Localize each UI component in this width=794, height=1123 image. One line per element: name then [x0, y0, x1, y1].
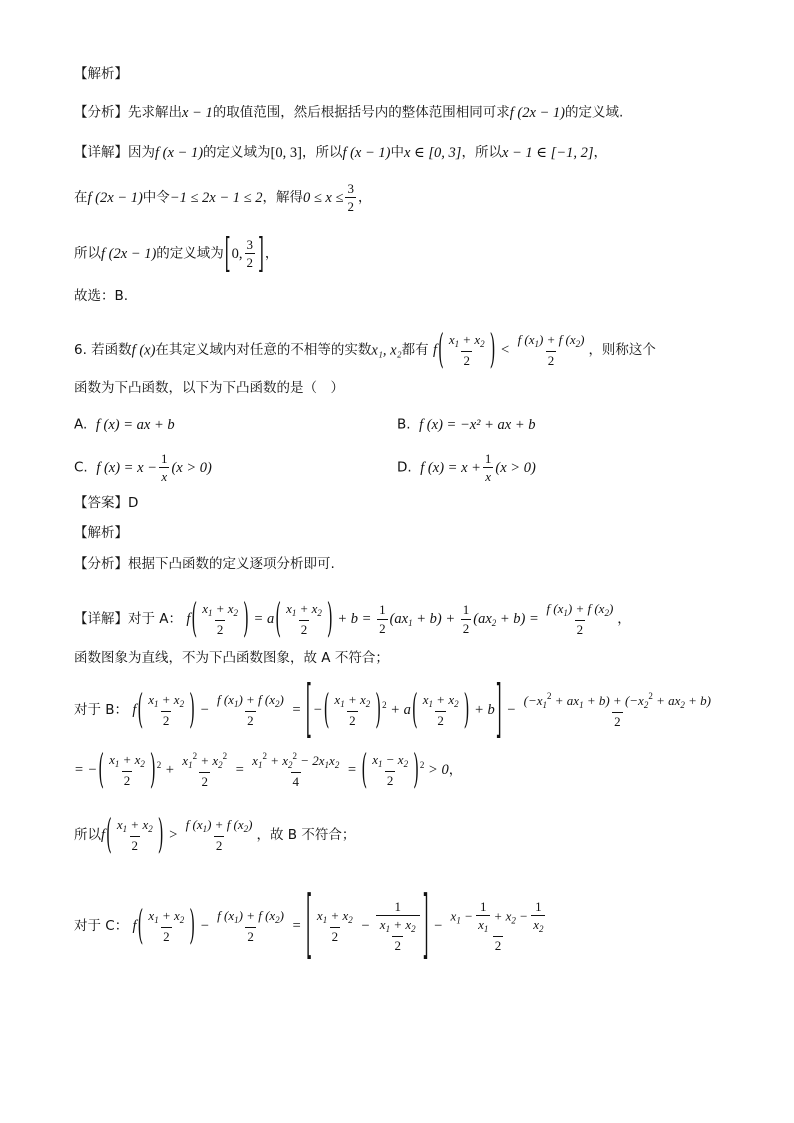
text-segment: 所以 [74, 826, 101, 843]
option-label: A. [74, 416, 88, 433]
math-expr: x − 1 ∈ [−1, 2] [501, 145, 594, 161]
math-expr: f (x − 1) [342, 145, 391, 161]
math-expr: f (x − 1) [155, 145, 204, 161]
text-segment: 中 [390, 144, 404, 161]
text-segment: 对于 B： [74, 701, 129, 718]
option-b [397, 418, 536, 433]
answer-choice-line: 故选：B. [74, 288, 129, 304]
option-label: B. [397, 416, 411, 433]
math-expr: f (2x − 1) [101, 246, 157, 263]
section-header-jiexi-2: 【解析】 [74, 525, 128, 541]
analysis-line [74, 106, 623, 121]
math-expr: x − 1 [182, 105, 213, 121]
math-expr: f( $\frac{x_1 + x_2}{2}$ ) − $\frac{f (x_1) + f (x_2)}{2}$ = [−( $\frac{x_1 + x_2}{2}$ )$^2$ + a( $\frac{x_1 + x_2}{2}$ ) + b] − $\frac{(-x_1^2 + ax_1 + b) + (-x_2^2 + ax_2 + b)}{2}$ [132, 670, 711, 747]
math-expr: (x > 0) [171, 460, 212, 477]
math-expr: 0 ≤ x ≤ [302, 190, 344, 207]
detail-b-line-1 [74, 670, 715, 747]
analysis-line-2: 【分析】根据下凸函数的定义逐项分析即可. [74, 556, 335, 572]
math-expr: x ∈ [0, 3] [403, 145, 462, 161]
text-segment: 【详解】因为 [74, 144, 155, 161]
question-number: 6. 若函数 [74, 341, 132, 358]
option-c: C. f (x) = x − $\frac{1}{x}$ (x > 0) [74, 451, 212, 485]
text-segment: ，故 B 不符合； [256, 826, 356, 843]
fraction: $\frac{3}{2}$ [246, 237, 254, 271]
math-expr: f (x) [131, 342, 156, 359]
math-expr: f (x) = −x² + ax + b [419, 417, 536, 433]
math-expr: x₁, x₂ [371, 342, 402, 359]
text-segment: ，所以 [461, 144, 502, 161]
text-segment: 的定义域为 [203, 144, 271, 161]
text-segment: 对于 C： [74, 918, 129, 934]
option-label: D. [397, 459, 412, 476]
text-segment: 都有 [401, 341, 429, 358]
text-segment: ，所以 [301, 144, 343, 161]
text-segment: 【分析】先求解出 [74, 104, 182, 121]
text-segment: ，解得 [262, 189, 303, 206]
text-segment: 【详解】对于 A： [74, 610, 183, 627]
math-expr: f( $\frac{x_1 + x_2}{2}$ ) > $\frac{f (x_1) + f (x_2)}{2}$ [101, 809, 253, 859]
text-segment: 所以 [74, 245, 101, 262]
math-expr: f (2x − 1) [87, 190, 143, 207]
detail-line-2 [74, 182, 371, 215]
text-segment: ， [593, 144, 607, 161]
detail-a: 【详解】对于 A： f( $\frac{x_1 + x_2}{2}$ ) = a( $\frac{x_1 + x_2}{2}$ ) + b = $\frac{1}{2}$ $(ax_1 + b)$ + $\frac{1}{2}$ $(ax_2 + b)$ = $\frac{f (x_1) + f (x_2)}{2}$ ， [74, 593, 631, 643]
math-expr: = −( $\frac{x_1 + x_2}{2}$ )$^2$ + $\frac{x_1^2 + x_2^2}{2}$ = $\frac{x_1^2 + x_2^2 - 2x_1x_2}{4}$ = ( $\frac{x_1 - x_2}{2}$ )$^2$ > 0 [74, 744, 449, 794]
math-expr: −1 ≤ 2x − 1 ≤ 2 [169, 190, 263, 207]
section-header-jiexi: 【解析】 [74, 66, 128, 82]
text-segment: ， [357, 189, 372, 206]
text-segment: 在其定义域内对任意的不相等的实数 [155, 341, 372, 358]
question-6-line-1 [74, 324, 656, 374]
answer-line: 【答案】D [74, 495, 139, 511]
text-segment: 的定义域. [565, 104, 624, 121]
text-segment: 中令 [142, 189, 170, 206]
detail-b-line-3 [74, 809, 356, 859]
math-expr: (x > 0) [495, 460, 536, 477]
detail-line-1 [74, 146, 607, 161]
math-expr: [0, 3] [270, 145, 302, 161]
text-segment: 的取值范围，然后根据括号内的整体范围相同可求 [212, 104, 510, 121]
detail-c [74, 879, 549, 970]
question-6-line-2: 函数为下凸函数，以下为下凸函数的是（ ） [74, 380, 344, 396]
text-segment: ，则称这个 [588, 341, 656, 358]
math-expr: f (x) = x − [96, 460, 157, 477]
option-d: D. f (x) = x + $\frac{1}{x}$ (x > 0) [397, 451, 536, 485]
math-expr: 0, [231, 246, 243, 263]
math-expr: f (2x − 1) [509, 105, 566, 121]
math-expr: f (x) = x + [420, 460, 481, 477]
text-segment: 在 [74, 189, 88, 206]
math-inequality: f( $\frac{x_1 + x_2}{2}$ ) < $\frac{f (x_1) + f (x_2)}{2}$ [432, 324, 585, 374]
math-expr: f( $\frac{x_1 + x_2}{2}$ ) = a( $\frac{x_1 + x_2}{2}$ ) + b = $\frac{1}{2}$ $(ax_1 + b)$ + $\frac{1}{2}$ $(ax_2 + b)$ = $\frac{f (x_1) + f (x_2)}{2}$ [186, 593, 614, 643]
option-a [74, 418, 175, 433]
detail-line-3: 所以f (2x − 1)的定义域为[0, $\frac{3}{2}$ ]， [74, 228, 279, 278]
detail-b-line-2: = −( $\frac{x_1 + x_2}{2}$ )$^2$ + $\frac{x_1^2 + x_2^2}{2}$ = $\frac{x_1^2 + x_2^2 - 2x_1x_2}{4}$ = ( $\frac{x_1 - x_2}{2}$ )$^2$ > 0， [74, 744, 463, 794]
math-expr: f (x) = ax + b [95, 417, 175, 433]
math-expr: f( $\frac{x_1 + x_2}{2}$ ) − $\frac{f (x_1) + f (x_2)}{2}$ = [ $\frac{x_1 + x_2}{2}$ − $\frac{1}{\frac{x_1 + x_2}{2}}$ ] − $x_1$ − $\frac{1}{x_1}$ + $x_2$ − $\frac{1}{x_2}$ 2 [132, 879, 544, 970]
fraction: $\frac{3}{2}$ [347, 181, 354, 215]
text-segment: 的定义域为 [156, 245, 224, 262]
detail-a-conclusion: 函数图象为直线，不为下凸函数图象，故 A 不符合； [74, 650, 389, 666]
text-segment: ， [264, 245, 279, 262]
option-label: C. [74, 459, 88, 476]
